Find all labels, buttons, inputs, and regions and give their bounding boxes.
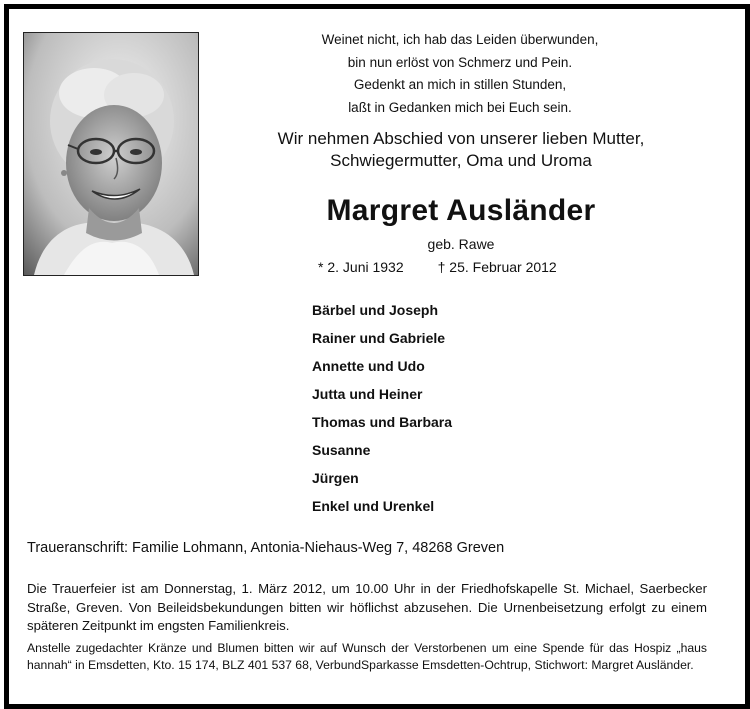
maiden-name: geb. Rawe xyxy=(427,236,495,252)
family-member: Jutta und Heiner xyxy=(312,386,423,402)
poem-line: Gedenkt an mich in stillen Stunden, xyxy=(353,77,567,92)
family-member: Rainer und Gabriele xyxy=(312,330,446,346)
family-member: Jürgen xyxy=(312,470,359,486)
deceased-name: Margret Ausländer xyxy=(326,194,596,227)
family-list xyxy=(312,301,452,525)
family-member: Enkel und Urenkel xyxy=(312,498,435,514)
mourning-address: Traueranschrift: Familie Lohmann, Antonia-Niehaus-Weg 7, 48268 Greven xyxy=(27,540,505,556)
poem xyxy=(210,29,710,119)
life-dates xyxy=(318,259,557,275)
donation-request: Anstelle zugedachter Kränze und Blumen bitten wir auf Wunsch der Verstorbenen um eine Spende für das Hospiz „haus hannah“ in Emsdetten, Kto. 15 174, BLZ 401 537 68, VerbundSparkasse Emsdetten-Ochtrup, Stichwort: Margret Ausländer. xyxy=(27,641,707,672)
intro-line: Wir nehmen Abschied von unserer lieben Mutter, xyxy=(277,129,645,148)
poem-line: bin nun erlöst von Schmerz und Pein. xyxy=(347,54,573,70)
family-member: Susanne xyxy=(312,442,371,458)
family-member: Bärbel und Joseph xyxy=(312,302,439,318)
poem-line: Weinet nicht, ich hab das Leiden überwunden, xyxy=(321,32,599,47)
family-member: Annette und Udo xyxy=(312,358,425,374)
poem-line: laßt in Gedanken mich bei Euch sein. xyxy=(348,99,572,115)
farewell-intro xyxy=(206,128,716,172)
intro-line: Schwiegermutter, Oma und Uroma xyxy=(330,151,592,170)
funeral-details: Die Trauerfeier ist am Donnerstag, 1. März 2012, um 10.00 Uhr in der Friedhofskapelle St. Michael, Saerbecker Straße, Greven. Von Beileidsbekundungen bitten wir höflichst abzusehen. Die Urnenbeisetzung erfolgt zu einem späteren Zeitpunkt im engsten Familienkreis. xyxy=(27,581,707,633)
death-date: † 25. Februar 2012 xyxy=(437,259,557,275)
portrait-image xyxy=(24,33,198,275)
birth-date: * 2. Juni 1932 xyxy=(318,259,404,275)
portrait-photo xyxy=(23,32,199,276)
family-member: Thomas und Barbara xyxy=(312,414,453,430)
